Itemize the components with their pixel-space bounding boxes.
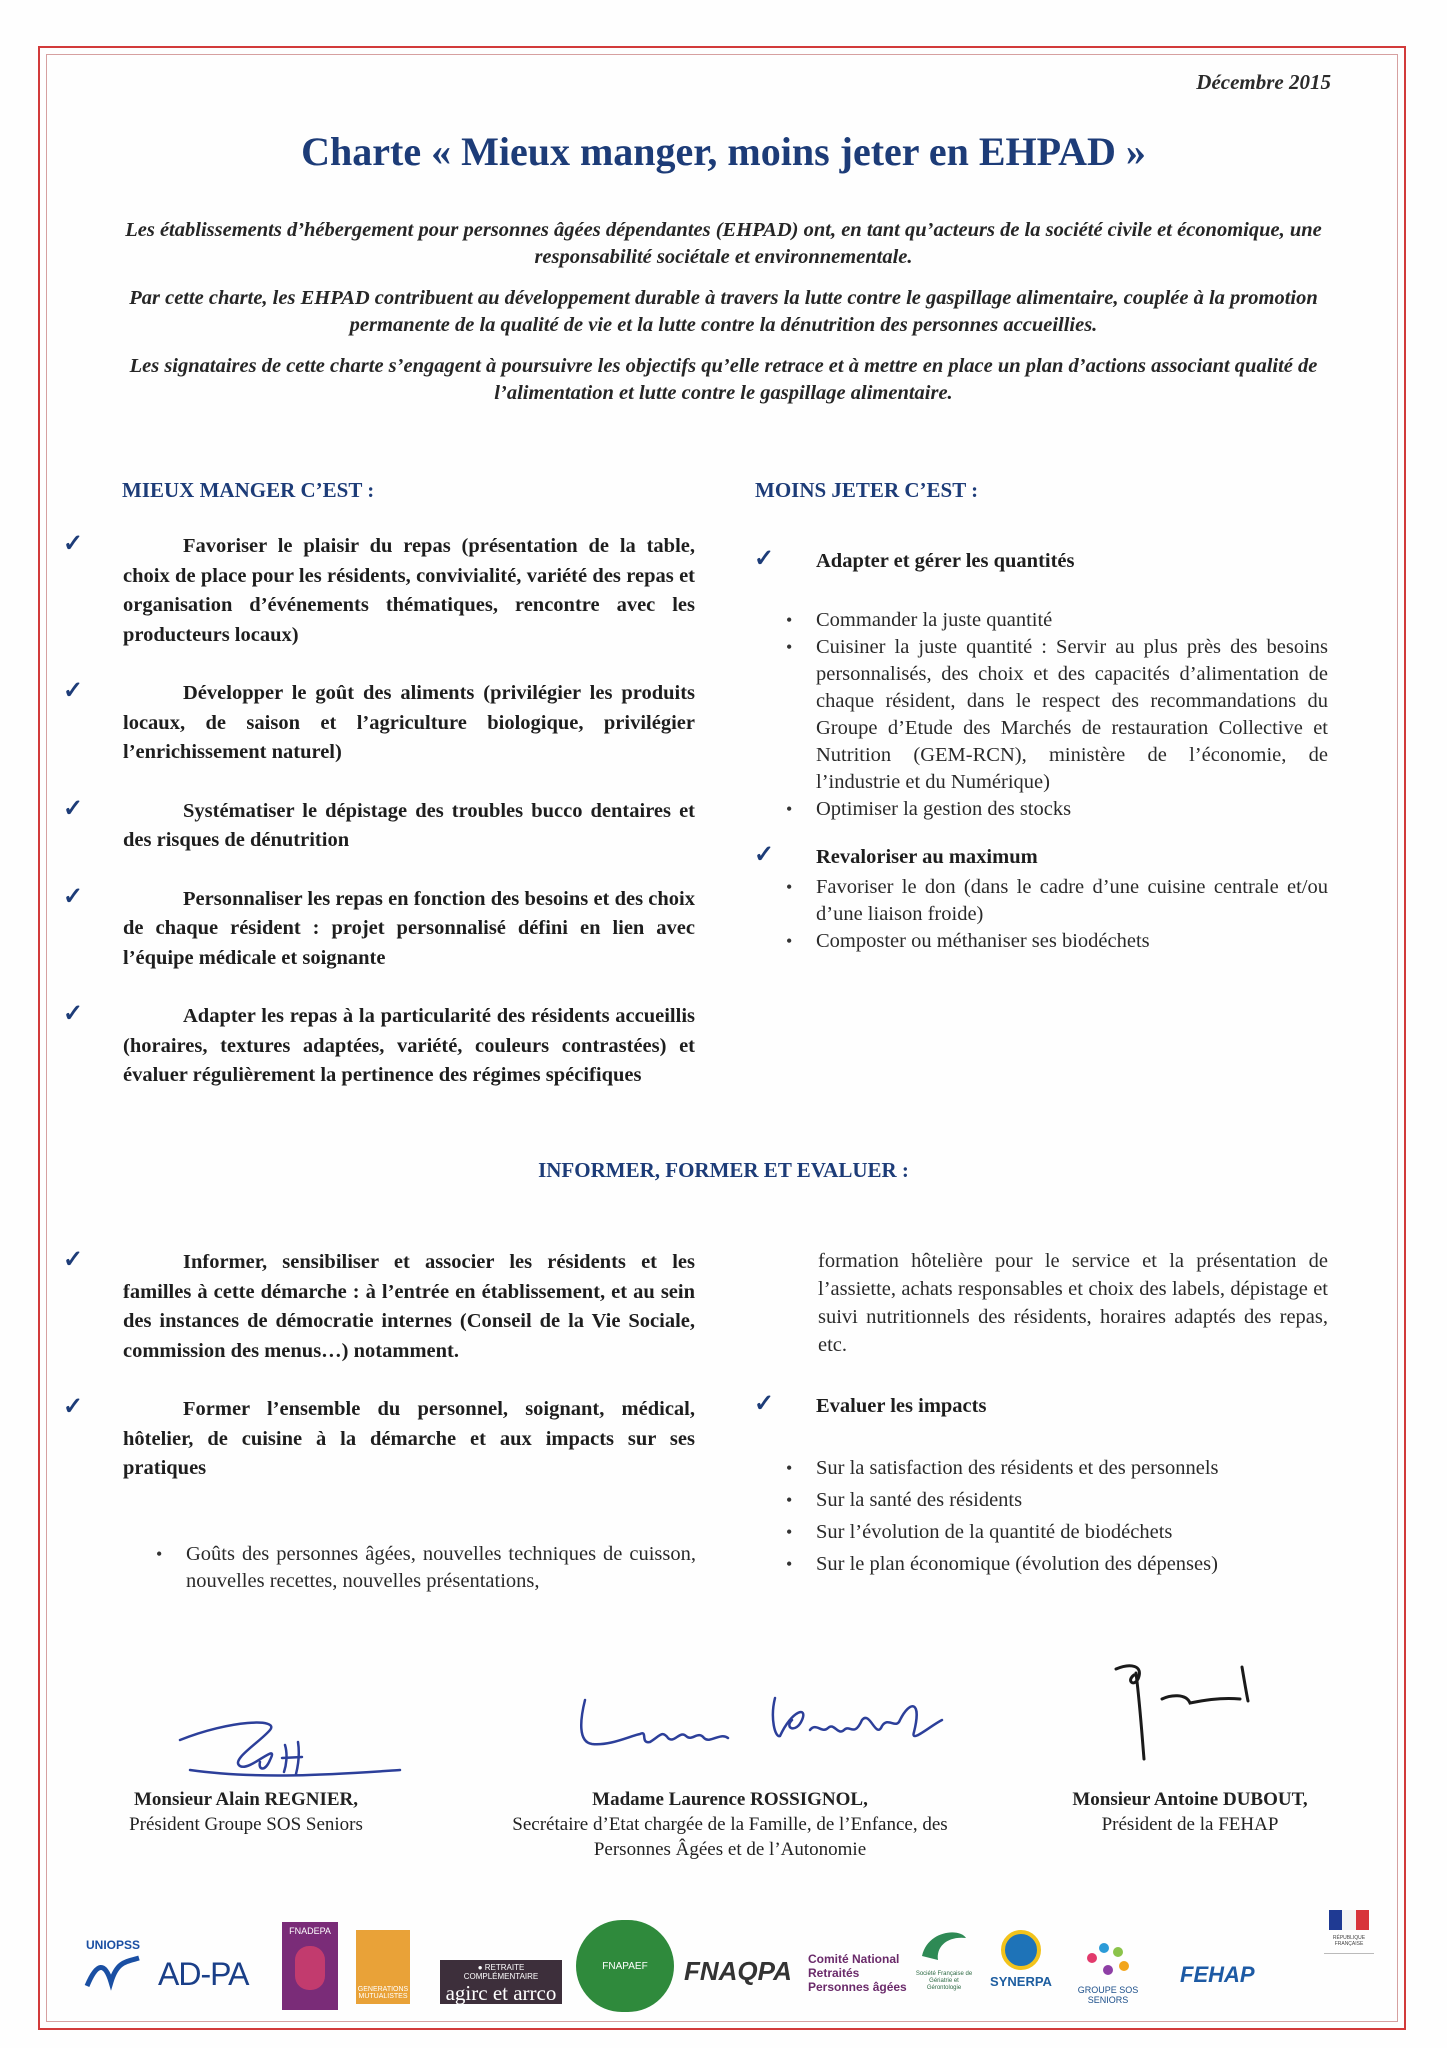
fehap-logo: FEHAP [1180,1962,1255,1987]
sfgg-logo: Société Française de Gériatrie et Gérontologie [912,1926,976,1992]
list-item: ✓ Former l’ensemble du personnel, soignant, médical, hôtelier, de cuisine à la démarche et aux impacts sur ses pratiques [63,1394,695,1479]
list-item: ✓ Informer, sensibiliser et associer les résidents et les familles à cette démarche : à l’entrée en établissement, et au sein des instances de démocratie internes (Conseil de la Vie Sociale, commission des menus…) notamment. [63,1247,695,1362]
list-item: ✓ Adapter les repas à la particularité des résidents accueillis (horaires, textures adaptées, variété, couleurs contrastées) et évaluer régulièrement la pertinence des régimes spécifiques [63,1001,695,1086]
fnadepa-logo: FNADEPA [282,1922,338,2010]
list-item: • Sur la santé des résidents [780,1484,1328,1516]
check-icon: ✓ [63,531,84,557]
intro-paragraph: Les établissements d’hébergement pour personnes âgées dépendantes (EHPAD) ont, en tant qu’acteurs de la société civile et économique, une responsabilité sociétale et environnementale. [125,219,1322,268]
check-icon: ✓ [63,1001,84,1027]
bullet-list [780,1452,1328,1580]
list-item: ✓ Personnaliser les repas en fonction des besoins et des choix de chaque résident : projet personnalisé défini en lien avec l’équipe médicale et soignante [63,883,695,969]
check-icon: ✓ [754,546,775,572]
check-icon: ✓ [63,1394,84,1420]
list-item: • Commander la juste quantité [780,607,1328,634]
marianne-flag-icon [1329,1910,1369,1930]
partner-logos [70,1908,1380,2018]
signature-regnier [170,1700,410,1790]
evaluation-block [754,1392,1328,1422]
list-item: • Cuisiner la juste quantité : Servir au plus près des besoins personnalisés, des choix et des capacités d’alimentation de chaque résident, dans le respect des recommandations du Groupe d’Etude des Marchés de restauration Collective et Nutrition (GEM-RCN), ministère de l’économie, de l’industrie et du Numérique) [780,634,1328,796]
check-icon: ✓ [63,1247,84,1273]
check-icon: ✓ [754,1391,775,1417]
bullet-list [780,874,1328,955]
informer-heading: INFORMER, FORMER ET EVALUER : [538,1158,909,1182]
mieux-manger-heading: MIEUX MANGER C’EST : [122,478,375,502]
generations-mutualistes-logo: GENERATIONS MUTUALISTES [356,1930,410,2004]
sfgg-emblem-icon [918,1926,970,1966]
group-title: ✓ Revaloriser au maximum [754,843,1328,873]
signature-dubout [1100,1655,1280,1765]
signatory-role: Président Groupe SOS Seniors [129,1814,363,1835]
group-title: ✓ Evaluer les impacts [754,1392,1328,1422]
uniopss-logo: UNIOPSS [78,1938,148,1997]
synerpa-logo: SYNERPA [984,1930,1058,1989]
list-item: • Sur la satisfaction des résidents et des personnels [780,1452,1328,1484]
intro-paragraph: Les signataires de cette charte s’engagent à poursuivre les objectifs qu’elle retrace et à mettre en place un plan d’actions associant qualité de l’alimentation et lutte contre le gaspillage alimentaire. [129,355,1318,404]
check-icon: ✓ [63,795,84,822]
charter-title: Charte « Mieux manger, moins jeter en EHPAD » [301,129,1146,174]
signatory-role: Président de la FEHAP [1101,1814,1279,1835]
list-item: • Sur l’évolution de la quantité de biodéchets [780,1516,1328,1548]
moins-jeter-list [754,547,1328,955]
list-item: ✓ Systématiser le dépistage des troubles bucco dentaires et des risques de dénutrition [63,795,695,851]
signatory-name: Monsieur Alain REGNIER, [134,1789,358,1810]
mieux-manger-list [63,531,695,1120]
agirc-arrco-logo: ● RETRAITE COMPLÉMENTAIRE agirc et arrco [440,1960,562,2004]
list-item: • Optimiser la gestion des stocks [780,796,1328,823]
signatory-block [96,1787,396,1837]
cnrpa-logo: Comité National Retraités Personnes âgées [808,1952,907,1994]
bullet-list [780,607,1328,823]
intro-block [110,217,1337,421]
group-title: ✓ Adapter et gérer les quantités [754,547,1328,577]
ministry-text-lines [1324,1953,1374,2016]
fnadepa-figure-icon [295,1946,325,1990]
list-item: ✓ Développer le goût des aliments (privilégier les produits locaux, de saison et l’agriculture biologique, privilégier l’enrichissement naturel) [63,678,695,763]
groupe-sos-logo: GROUPE SOS SENIORS [1058,1938,1158,2005]
signatory-name: Madame Laurence ROSSIGNOL, [592,1789,868,1810]
document-date: Décembre 2015 [1196,70,1331,94]
uniopss-wave-icon [83,1952,143,1992]
check-icon: ✓ [63,678,84,704]
intro-paragraph: Par cette charte, les EHPAD contribuent au développement durable à travers la lutte contre le gaspillage alimentaire, couplée à la promotion permanente de la qualité de vie et la lutte contre la dénutrition des personnes accueillies. [129,287,1318,336]
sos-dots-icon [1078,1938,1138,1980]
bullet-list [150,1541,696,1595]
moins-jeter-heading: MOINS JETER C’EST : [755,478,979,502]
signature-rossignol [570,1680,960,1760]
fnaqpa-logo: FNAQPA [684,1956,792,1986]
list-item: • Sur le plan économique (évolution des dépenses) [780,1548,1328,1580]
informer-continuation: formation hôtelière pour le service et la présentation de l’assiette, achats responsables et choix des labels, dépistage et suivi nutritionnels des résidents, horaires adaptés des repas, etc. [818,1250,1328,1356]
list-item: • Goûts des personnes âgées, nouvelles techniques de cuisson, nouvelles recettes, nouvelles présentations, [150,1541,696,1595]
list-item: • Favoriser le don (dans le cadre d’une cuisine centrale et/ou d’une liaison froide) [780,874,1328,928]
signatory-role: Secrétaire d’Etat chargée de la Famille, de l’Enfance, des Personnes Âgées et de l’Autonomie [512,1814,948,1860]
signatory-block [1040,1787,1340,1837]
list-item: • Composter ou méthaniser ses biodéchets [780,928,1328,955]
adpa-logo: AD-PA [158,1956,249,1992]
republique-francaise-logo: RÉPUBLIQUE FRANÇAISE [1320,1910,1378,2016]
list-item: ✓ Favoriser le plaisir du repas (présentation de la table, choix de place pour les résidents, convivialité, variété des repas et organisation d’événements thématiques, rencontre avec les producteurs locaux) [63,531,695,646]
synerpa-circle-icon [1001,1930,1041,1970]
fnapaef-logo: FNAPAEF [576,1920,674,2012]
check-icon: ✓ [754,841,775,868]
signatory-block [490,1787,970,1862]
informer-list [63,1247,695,1513]
signatory-name: Monsieur Antoine DUBOUT, [1072,1789,1308,1810]
check-icon: ✓ [63,883,84,910]
